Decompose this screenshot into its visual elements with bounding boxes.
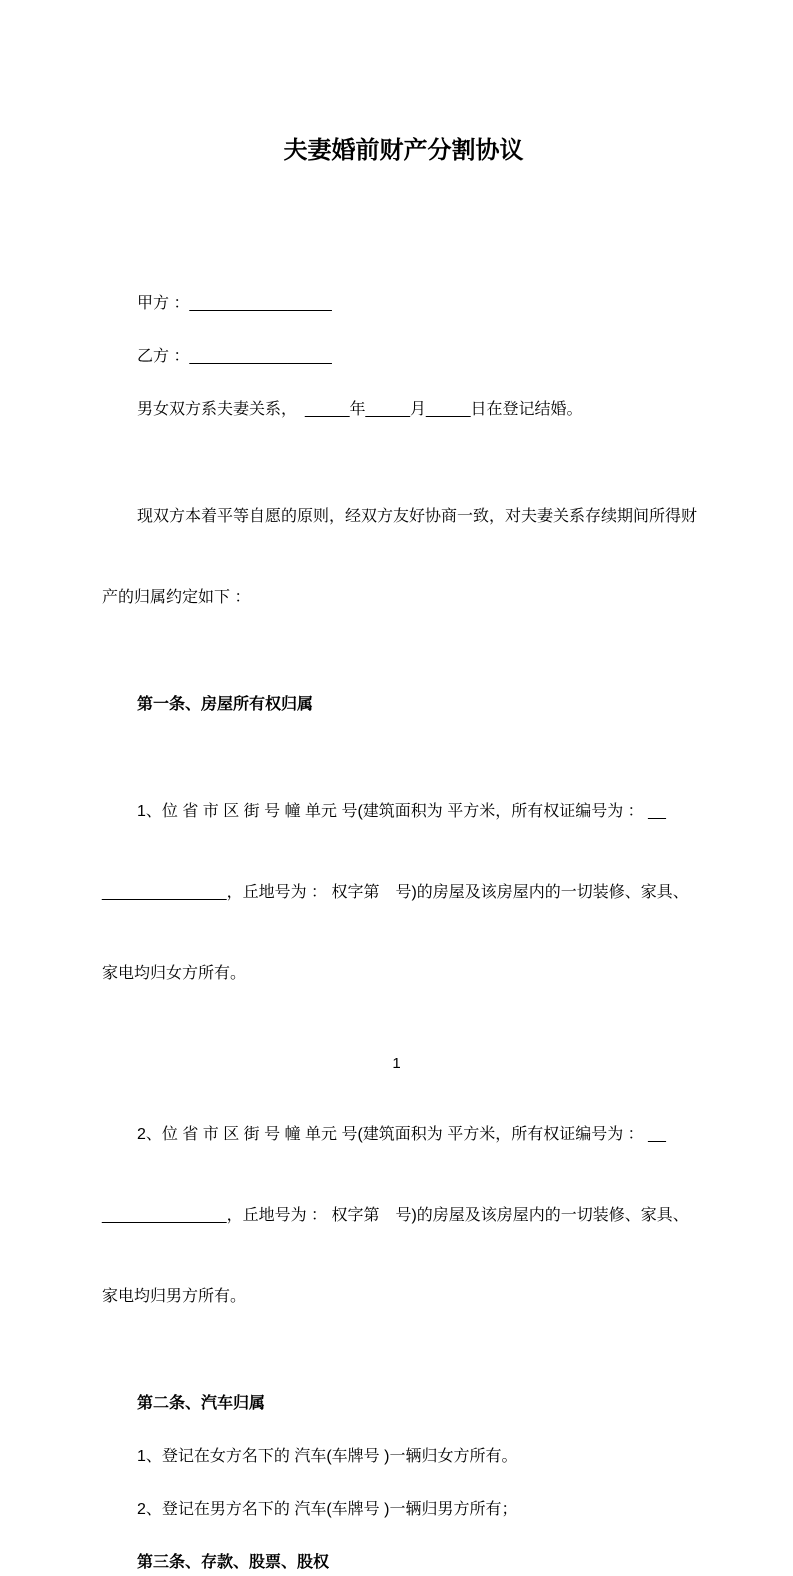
party-b-line: 乙方 ：________________ xyxy=(137,348,332,365)
house-clause-1-line-1: 1、位 省 市 区 街 号 幢 单元 号(建筑面积为 平方米，所有权证编号为 ： __ xyxy=(137,803,666,820)
article-3-heading: 第三条、存款、股票、股权 xyxy=(137,1554,330,1571)
article-1-heading: 第一条、房屋所有权归属 xyxy=(137,696,314,713)
house-clause-2-line-2: ______________，丘地号为 ： 权字第 号)的房屋及该房屋内的一切装修、家具、 xyxy=(102,1207,689,1224)
page-number: 1 xyxy=(392,1055,401,1072)
marriage-date-line: 男女双方系夫妻关系， _____年_____月_____日在登记结婚。 xyxy=(137,401,583,418)
house-clause-1 xyxy=(102,744,705,1041)
party-a-line: 甲方 ：________________ xyxy=(137,295,332,312)
car-clause-2: 2、登记在男方名下的 汽车(车牌号 )一辆归男方所有； xyxy=(137,1501,518,1518)
car-clause-1: 1、登记在女方名下的 汽车(车牌号 )一辆归女方所有。 xyxy=(137,1448,518,1465)
house-clause-2 xyxy=(102,1067,705,1364)
intro-line-2: 产的归属约定如下 ： xyxy=(102,589,251,606)
house-clause-2-line-3: 家电均归男方所有。 xyxy=(102,1288,247,1305)
intro-paragraph xyxy=(102,449,705,665)
intro-line-1: 现双方本着平等自愿的原则，经双方友好协商一致，对夫妻关系存续期间所得财 xyxy=(137,508,698,525)
house-clause-1-line-3: 家电均归女方所有。 xyxy=(102,965,247,982)
document-title: 夫妻婚前财产分割协议 xyxy=(283,137,524,164)
house-clause-2-line-1: 2、位 省 市 区 街 号 幢 单元 号(建筑面积为 平方米，所有权证编号为 ： __ xyxy=(137,1126,666,1143)
article-2-heading: 第二条、汽车归属 xyxy=(137,1395,266,1412)
house-clause-1-line-2: ______________，丘地号为 ： 权字第 号)的房屋及该房屋内的一切装修、家具、 xyxy=(102,884,689,901)
